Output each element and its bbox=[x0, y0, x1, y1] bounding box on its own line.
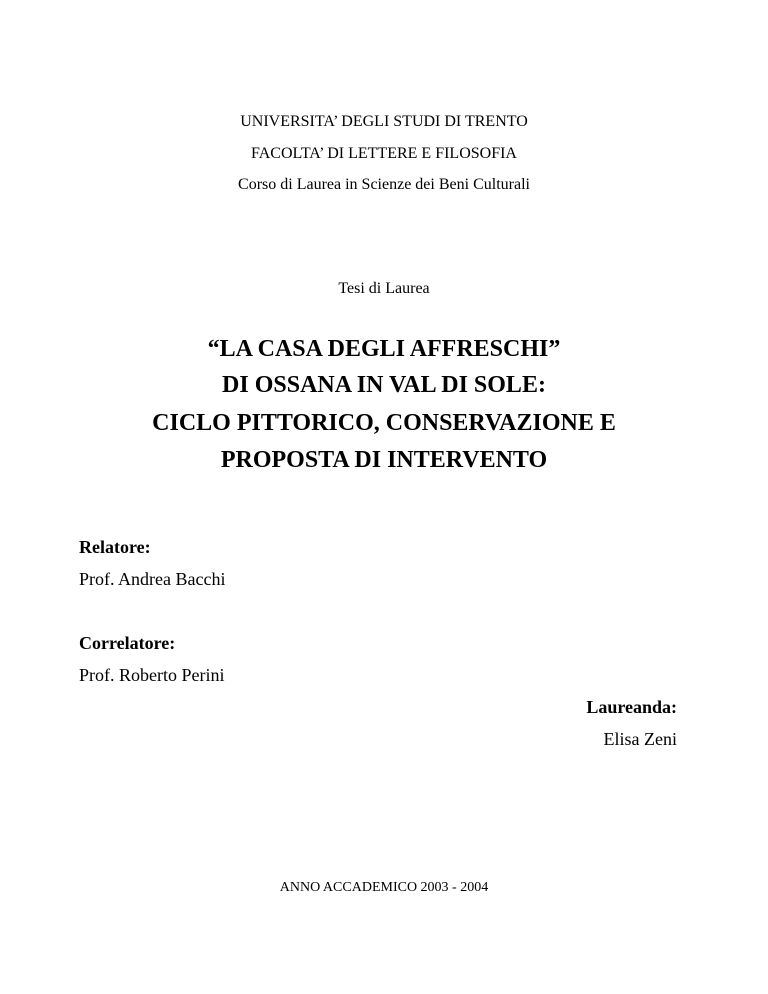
thesis-type: Tesi di Laurea bbox=[338, 280, 430, 297]
thesis-title-line-3: CICLO PITTORICO, CONSERVAZIONE E bbox=[152, 410, 616, 436]
academic-year: ANNO ACCADEMICO 2003 - 2004 bbox=[279, 880, 489, 895]
faculty-name: FACOLTA’ DI LETTERE E FILOSOFIA bbox=[251, 145, 517, 162]
laureanda-label: Laureanda: bbox=[586, 697, 677, 717]
correlatore-name: Prof. Roberto Perini bbox=[79, 665, 225, 685]
relatore-label: Relatore: bbox=[79, 537, 151, 557]
thesis-title-line-4: PROPOSTA DI INTERVENTO bbox=[220, 447, 548, 473]
laureanda-name: Elisa Zeni bbox=[603, 729, 677, 749]
thesis-title-line-1: “LA CASA DEGLI AFFRESCHI” bbox=[207, 336, 561, 362]
relatore-name: Prof. Andrea Bacchi bbox=[79, 569, 226, 589]
university-name: UNIVERSITA’ DEGLI STUDI DI TRENTO bbox=[240, 113, 528, 130]
thesis-title-line-2: DI OSSANA IN VAL DI SOLE: bbox=[222, 372, 546, 398]
correlatore-label: Correlatore: bbox=[79, 633, 176, 653]
course-name: Corso di Laurea in Scienze dei Beni Culturali bbox=[238, 176, 530, 193]
